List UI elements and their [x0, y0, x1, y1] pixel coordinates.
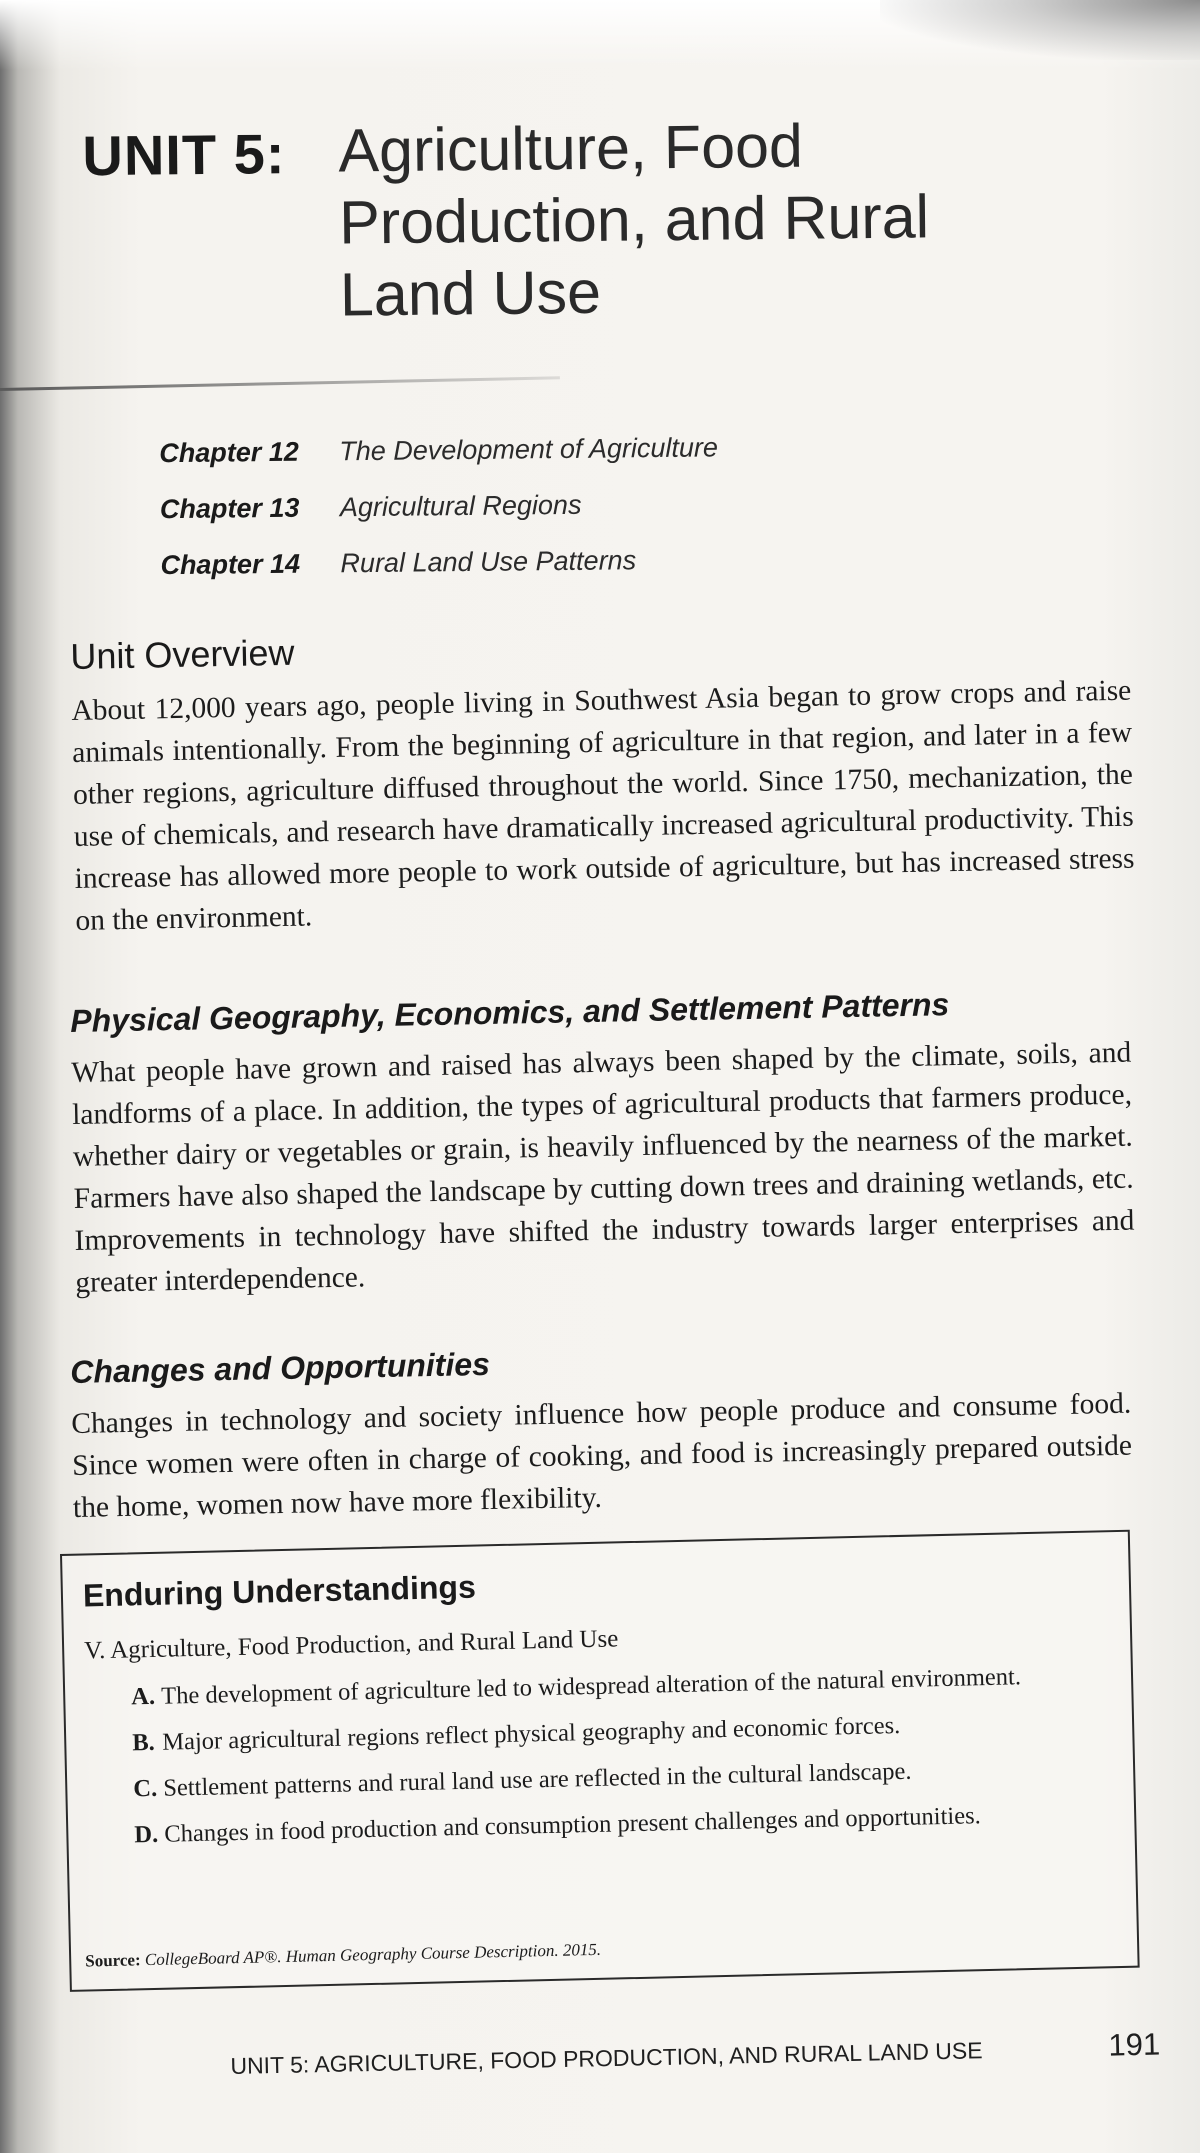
overview-heading: Unit Overview	[70, 631, 295, 677]
source-citation	[85, 1940, 601, 1972]
enduring-main-item: V. Agriculture, Food Production, and Rural Land Use	[83, 1625, 619, 1665]
source-text: CollegeBoard AP®. Human Geography Course Description. 2015.	[144, 1939, 602, 1970]
unit-name-line: Production, and Rural	[338, 182, 930, 257]
list-item-letter: B.	[131, 1728, 156, 1757]
source-label: Source:	[85, 1950, 141, 1971]
list-item	[134, 1797, 1065, 1852]
chapter-list	[159, 430, 961, 606]
scan-shadow-corner	[880, 0, 1200, 60]
physical-heading: Physical Geography, Economics, and Settlement Patterns	[70, 986, 950, 1039]
list-item-text: The development of agriculture led to widespread alteration of the natural environment.	[160, 1663, 1022, 1710]
changes-section	[70, 1334, 1133, 1529]
physical-text: What people have grown and raised has always been shaped by the climate, soils, and landforms of a place. In addition, the types of agricultural products that farmers produce, whether dairy or vegetables or grain, is heavily influenced by the nearness of the market. Farmers have also shaped the landscape by cutting down trees and draining wetlands, etc. Improvements in technology have shifted the industry towards larger enterprises and greater interdependence.	[71, 1036, 1135, 1299]
enduring-list	[131, 1659, 1065, 1864]
unit-title-block	[82, 107, 1082, 329]
list-item-letter: A.	[130, 1682, 156, 1711]
chapter-row	[160, 542, 961, 606]
chapter-title: Agricultural Regions	[339, 489, 582, 523]
chapter-number: Chapter 12	[159, 436, 300, 469]
overview-text: About 12,000 years ago, people living in Southwest Asia began to grow crops and raise animals intentionally. From the beginning of agriculture in that region, and later in a few other regions, agriculture diffused throughout the world. Since 1750, mechanization, the use of chemicals, and research have dramatically increased agricultural productivity. This increase has allowed more people to work outside of agriculture, but has increased stress on the environment.	[71, 674, 1135, 937]
unit-name	[338, 107, 1040, 330]
unit-name-line: Land Use	[339, 257, 602, 329]
list-item-letter: C.	[133, 1774, 158, 1803]
unit-name-line: Agriculture, Food	[338, 111, 804, 185]
list-item-letter: D.	[134, 1820, 159, 1849]
chapter-number: Chapter 14	[160, 548, 301, 581]
chapter-number: Chapter 13	[159, 492, 300, 525]
enduring-understandings-box	[60, 1530, 1140, 1992]
chapter-row	[159, 430, 960, 494]
unit-label: UNIT 5:	[82, 122, 286, 188]
chapter-row	[160, 486, 961, 550]
chapter-title: Rural Land Use Patterns	[340, 545, 637, 579]
page-number: 191	[1108, 2026, 1161, 2063]
list-item-text: Major agricultural regions reflect physical geography and economic forces.	[161, 1711, 901, 1756]
list-item-text: Changes in food production and consumption present challenges and opportunities.	[164, 1802, 981, 1848]
list-item	[133, 1751, 1064, 1806]
overview-section	[70, 616, 1136, 942]
page-footer	[230, 2027, 1161, 2082]
list-item-text: Settlement patterns and rural land use are reflected in the cultural landscape.	[163, 1757, 912, 1802]
enduring-heading: Enduring Understandings	[82, 1568, 477, 1614]
header-rule	[0, 376, 560, 391]
list-item	[132, 1705, 1063, 1760]
list-item	[131, 1659, 1062, 1714]
running-title: UNIT 5: AGRICULTURE, FOOD PRODUCTION, AND RURAL LAND USE	[230, 2037, 983, 2079]
chapter-title: The Development of Agriculture	[339, 432, 719, 467]
changes-text: Changes in technology and society influence how people produce and consume food. Since women were often in charge of cooking, and food is increasingly prepared outside the home, women now have more flexibility.	[71, 1387, 1133, 1524]
physical-section	[70, 983, 1136, 1304]
changes-heading: Changes and Opportunities	[70, 1345, 491, 1390]
